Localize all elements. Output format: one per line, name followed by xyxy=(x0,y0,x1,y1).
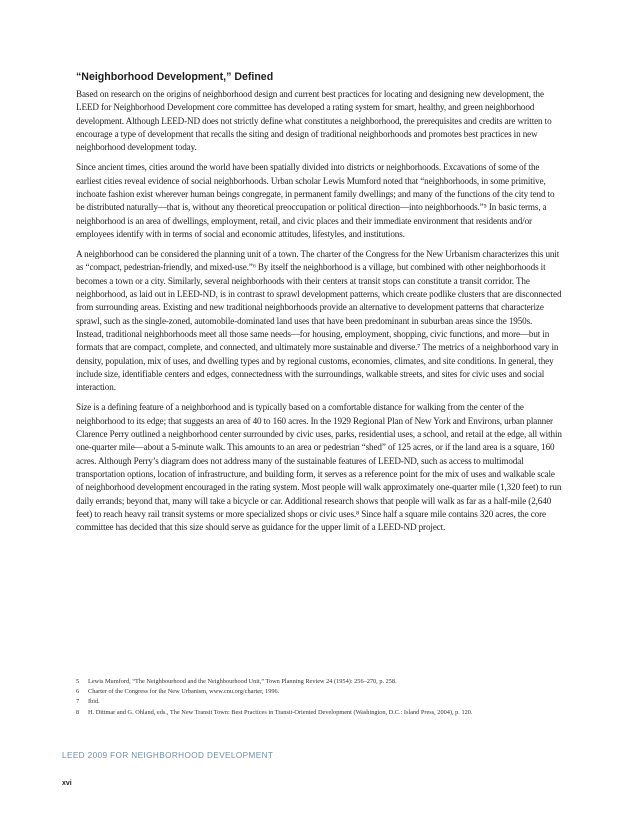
footnote xyxy=(76,697,576,707)
paragraph-2: Since ancient times, cities around the world have been spatially divided into districts or neighborhoods. Excavations of some of the earliest cities reveal evidence of social neighborhoods. Urban scholar Lewis Mumford noted that “neighborhoods, in some primitive, inchoate fashion exist wherever human beings congregate, in permanent family dwellings; and many of the functions of the city tend to be distributed naturally—that is, without any theoretical preoccupation or political direction—into neighborhoods.”⁵ In basic terms, a neighborhood is an area of dwellings, employment, retail, and civic places and their immediate environment that residents and/or employees identify with in terms of social and economic attitudes, lifestyles, and institutions. xyxy=(76,162,555,240)
page-number: xvi xyxy=(62,780,72,787)
paragraph-4: Size is a defining feature of a neighborhood and is typically based on a comfortable distance for walking from the center of the neighborhood to its edge; that suggests an area of 40 to 160 acres. In the 1929 Regional Plan of New York and Environs, urban planner Clarence Perry outlined a neighborhood center surrounded by civic uses, parks, residential uses, a school, and retail at the edge, all within one-quarter mile—about a 5-minute walk. This amounts to an area or pedestrian “shed” of 125 acres, or if the land area is a square, 160 acres. Although Perry’s diagram does not address many of the sustainable features of LEED-ND, such as access to multimodal transportation options, location of infrastructure, and building form, it serves as a reference point for the mix of uses and walkable scale of neighborhood development encouraged in the rating system. Most people will walk approximately one-quarter mile (1,320 feet) to run daily errands; beyond that, many will take a bicycle or car. Additional research shows that people will walk as far as a half-mile (2,640 feet) to reach heavy rail transit systems or more specialized shops or civic uses.⁸ Since half a square mile contains 320 acres, the core committee has decided that this size should serve as guidance for the upper limit of a LEED-ND project. xyxy=(76,402,562,533)
footnote-number: 5 xyxy=(76,678,80,685)
footnote-number: 7 xyxy=(76,698,80,706)
footnote-text: H. Dittmar and G. Ohland, eds., The New Transit Town: Best Practices in Transit-Oriented Development (Washington, D.C.: Island Press, 2004), p. 120. xyxy=(88,708,473,716)
section-heading: “Neighborhood Development,” Defined xyxy=(76,71,274,83)
footnote-number: 6 xyxy=(76,688,80,696)
footer-title: LEED 2009 FOR NEIGHBORHOOD DEVELOPMENT xyxy=(62,751,274,760)
footnote-text: Charter of the Congress for the New Urbanism, www.cnu.org/charter, 1996. xyxy=(88,688,280,696)
footnote xyxy=(76,677,576,687)
footnote-text: Ibid. xyxy=(88,698,100,706)
main-content xyxy=(76,70,562,541)
footnote-number: 8 xyxy=(76,708,80,716)
footnotes xyxy=(76,677,576,718)
paragraph-1: Based on research on the origins of neighborhood design and current best practices for locating and designing new development, the LEED for Neighborhood Development core committee has developed a rating system for smart, healthy, and green neighborhood development. Although LEED-ND does not strictly define what constitutes a neighborhood, the prerequisites and credits are written to encourage a type of development that recalls the siting and design of traditional neighborhoods and promotes best practices in new neighborhood development today. xyxy=(76,89,552,153)
paragraph-3: A neighborhood can be considered the planning unit of a town. The charter of the Congress for the New Urbanism characterizes this unit as “compact, pedestrian-friendly, and mixed-use.”⁶ By itself the neighborhood is a village, but combined with other neighborhoods it becomes a town or a city. Similarly, several neighborhoods with their centers at transit stops can constitute a transit corridor. The neighborhood, as laid out in LEED-ND, is in contrast to sprawl development patterns, which create podlike clusters that are disconnected from surrounding areas. Existing and new traditional neighborhoods provide an alternative to development patterns that characterize sprawl, such as the single-zoned, automobile-dominated land uses that have been predominant in suburban areas since the 1950s. Instead, traditional neighborhoods meet all those same needs—for housing, employment, shopping, civic functions, and more—but in formats that are compact, complete, and connected, and ultimately more sustainable and diverse.⁷ The metrics of a neighborhood vary in density, population, mix of uses, and dwelling types and by regional customs, economies, climates, and site conditions. In general, they include size, identifiable centers and edges, connectedness with the surroundings, walkable streets, and sites for civic uses and social interaction. xyxy=(76,248,562,393)
footnote-text: Lewis Mumford, “The Neighbourhood and the Neighbourhood Unit,” Town Planning Review 24 (1954): 256–270, p. 258. xyxy=(88,678,397,685)
footnote xyxy=(76,687,576,697)
footnote xyxy=(76,708,576,718)
